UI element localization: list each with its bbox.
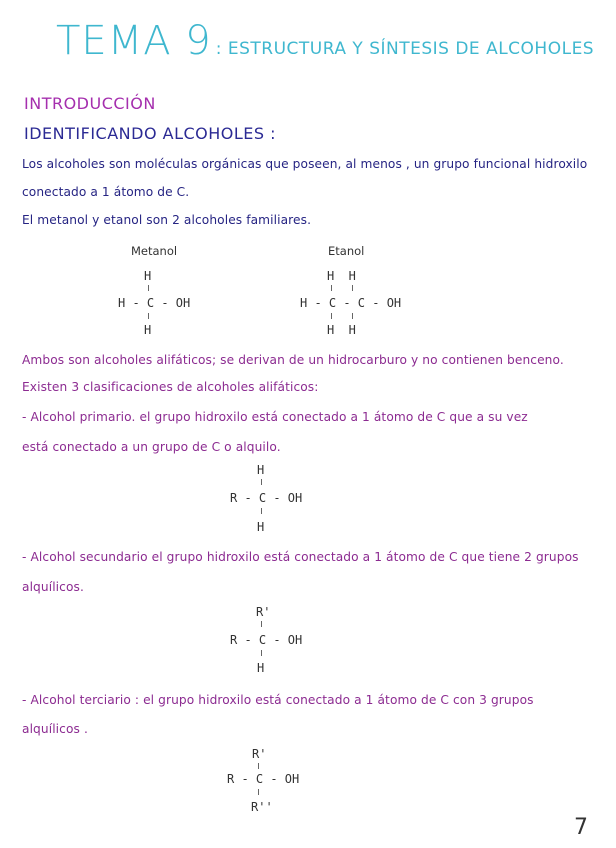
metanol-bottom: H [144, 323, 152, 337]
text-line-9: alquílicos. [22, 580, 84, 594]
tertiary-top: R' [252, 747, 267, 761]
secondary-top: R' [256, 605, 271, 619]
tertiary-middle: R - C - OH [227, 772, 300, 786]
title-subtitle: : ESTRUCTURA Y SÍNTESIS DE ALCOHOLES [215, 39, 595, 59]
primary-top: H [257, 463, 265, 477]
etanol-top: H H [327, 269, 356, 283]
text-line-3: El metanol y etanol son 2 alcoholes familiares. [22, 213, 312, 227]
text-line-4: Ambos son alcoholes alifáticos; se derivan de un hidrocarburo y no contienen benceno. [22, 353, 564, 367]
section-heading-intro: INTRODUCCIÓN [24, 94, 156, 113]
text-line-1: Los alcoholes son moléculas orgánicas que poseen, al menos , un grupo funcional hidroxilo [22, 157, 588, 171]
primary-middle: R - C - OH [230, 491, 303, 505]
section-heading-identify: IDENTIFICANDO ALCOHOLES : [24, 124, 277, 143]
text-line-7: está conectado a un grupo de C o alquilo. [22, 440, 281, 454]
text-line-8: - Alcohol secundario el grupo hidroxilo está conectado a 1 átomo de C que tiene 2 grupos [22, 550, 579, 564]
metanol-label: Metanol [131, 244, 178, 258]
metanol-middle: H - C - OH [118, 296, 191, 310]
secondary-middle: R - C - OH [230, 633, 303, 647]
page-number: 7 [574, 815, 588, 840]
page-title [56, 18, 594, 64]
text-line-5: Existen 3 clasificaciones de alcoholes alifáticos: [22, 380, 319, 394]
etanol-label: Etanol [328, 244, 365, 258]
text-line-2: conectado a 1 átomo de C. [22, 185, 190, 199]
tertiary-bottom: R'' [251, 800, 273, 814]
text-line-10: - Alcohol terciario : el grupo hidroxilo está conectado a 1 átomo de C con 3 grupos [22, 693, 534, 707]
text-line-6: - Alcohol primario. el grupo hidroxilo está conectado a 1 átomo de C que a su vez [22, 410, 528, 424]
etanol-bottom: H H [327, 323, 356, 337]
secondary-bottom: H [257, 661, 265, 675]
primary-bottom: H [257, 520, 265, 534]
text-line-11: alquílicos . [22, 722, 88, 736]
metanol-top: H [144, 269, 152, 283]
title-main: TEMA 9 [56, 18, 212, 64]
etanol-middle: H - C - C - OH [300, 296, 402, 310]
